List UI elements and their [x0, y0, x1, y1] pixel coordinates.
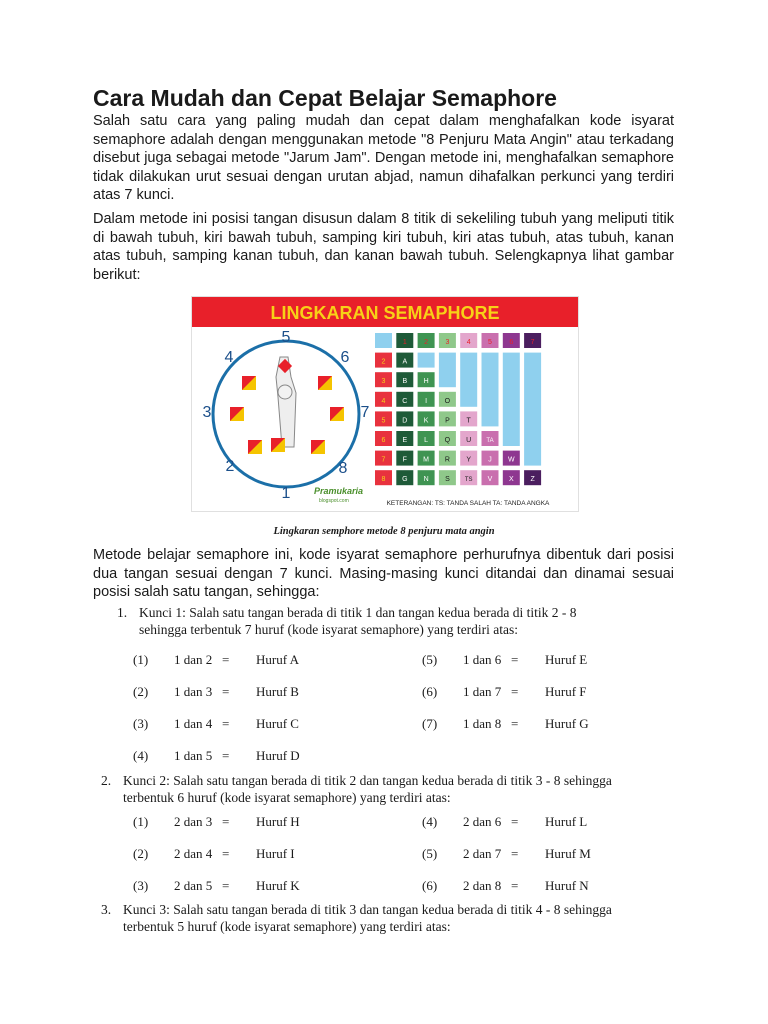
kunci-2-item-eq: =	[511, 846, 519, 861]
kunci-1-item-pair: 1 dan 7	[463, 684, 502, 699]
grid-cell-letter: C	[402, 397, 408, 405]
kunci-1-item-idx: (3)	[133, 716, 149, 731]
grid-cell-letter: Y	[466, 456, 472, 464]
dial-flag-icon	[311, 440, 325, 454]
paragraph-intro: Salah satu cara yang paling mudah dan cepat dalam menghafalkan kode isyarat semaphore adalah dengan menggunakan metode "8 Penjuru Mata Angin" atau terkadang disebut juga sebagai metode "Jarum Jam". Dengan metode ini, menghafalkan semaphore tidak dilakukan urut sesuai dengan urutan abjad, namun dihafalkan perkunci yang terdiri atas 7 kunci.	[93, 113, 674, 203]
kunci-1-item-eq: =	[511, 652, 519, 667]
kunci-1-item-eq: =	[222, 652, 230, 667]
grid-cell-letter: R	[444, 456, 450, 464]
row-header-label: 8	[381, 476, 386, 484]
dial-number-2: 2	[225, 458, 235, 475]
kunci-1-line-2: sehingga terbentuk 7 huruf (kode isyarat semaphore) yang terdiri atas:	[139, 622, 518, 637]
kunci-2-item-pair: 2 dan 5	[174, 878, 213, 893]
kunci-2-line-1: Kunci 2: Salah satu tangan berada di titik 2 dan tangan kedua berada di titik 3 - 8 sehingga	[123, 773, 612, 788]
column-header-label: 7	[530, 339, 535, 346]
dial-flag-icon	[330, 407, 344, 421]
dial-flag-icon	[248, 440, 262, 454]
grid-cell-letter: V	[487, 476, 493, 484]
column-header-label: 6	[509, 339, 514, 346]
grid-cell-letter: S	[445, 476, 450, 484]
kunci-1-item-idx: (4)	[133, 748, 149, 763]
kunci-2-item-idx: (5)	[422, 846, 438, 861]
semaphore-figure	[191, 296, 579, 512]
kunci-3-line-1: Kunci 3: Salah satu tangan berada di titik 3 dan tangan kedua berada di titik 4 - 8 sehingga	[123, 902, 612, 917]
dial-number-8: 8	[338, 460, 348, 477]
kunci-3-number: 3.	[101, 902, 112, 917]
grid-cell-letter: K	[423, 417, 429, 425]
kunci-1-item-eq: =	[222, 748, 230, 763]
kunci-2-item-pair: 2 dan 8	[463, 878, 502, 893]
kunci-3-line-2: terbentuk 5 huruf (kode isyarat semaphore) yang terdiri atas:	[123, 919, 451, 934]
grid-cell-letter: L	[424, 437, 429, 444]
dial-flag-icon	[318, 376, 332, 390]
kunci-1-item-pair: 1 dan 5	[174, 748, 213, 763]
kunci-1-item-letter: Huruf C	[256, 716, 299, 731]
kunci-1-item-letter: Huruf G	[545, 716, 589, 731]
kunci-1-item-idx: (5)	[422, 652, 438, 667]
grid-cell-letter: Z	[530, 476, 535, 484]
paragraph-method: Dalam metode ini posisi tangan disusun dalam 8 titik di sekeliling tubuh yang meliputi titik di bawah tubuh, kiri bawah tubuh, samping kiri tubuh, kiri atas tubuh, atas tubuh, kanan atas tubuh, samping kanan tubuh, dan kanan bawah tubuh. Selengkapnya lihat gambar berikut:	[93, 211, 674, 283]
kunci-1-item-letter: Huruf B	[256, 684, 299, 699]
kunci-2-item-eq: =	[222, 814, 230, 829]
kunci-2-item-pair: 2 dan 6	[463, 814, 502, 829]
kunci-2-item-letter: Huruf H	[256, 814, 300, 829]
kunci-1-number: 1.	[117, 605, 128, 620]
kunci-2-item-idx: (6)	[422, 878, 438, 893]
dial-flag-icon	[230, 407, 244, 421]
kunci-2-item-idx: (3)	[133, 878, 149, 893]
grid-cell-letter: H	[423, 378, 429, 386]
figure-caption: Lingkaran semphore metode 8 penjuru mata angin	[273, 526, 495, 537]
kunci-1-item-letter: Huruf E	[545, 652, 588, 667]
semaphore-figure-svg	[192, 297, 578, 511]
dial-number-1: 1	[281, 485, 291, 502]
kunci-2-item-eq: =	[511, 878, 519, 893]
row-header-label: 4	[381, 397, 386, 405]
grid-cell-letter: A	[402, 358, 408, 366]
row-header-label: 3	[381, 378, 386, 386]
kunci-1-item-pair: 1 dan 2	[174, 652, 213, 667]
grid-cell-letter: D	[402, 417, 408, 425]
dial-number-5: 5	[281, 329, 291, 346]
grid-cell-letter: G	[402, 476, 408, 484]
grid-cell-letter: N	[423, 476, 429, 484]
grid-cell-letter: O	[444, 397, 451, 405]
kunci-1-item-letter: Huruf F	[545, 684, 587, 699]
grid-cell-letter: I	[425, 397, 428, 405]
grid-corner-cell	[375, 333, 392, 348]
row-header-label: 6	[381, 437, 386, 444]
grid-bar	[418, 353, 435, 368]
kunci-2-item-eq: =	[222, 846, 230, 861]
kunci-3	[101, 901, 681, 937]
kunci-1-item-pair: 1 dan 4	[174, 716, 213, 731]
grid-cell-letter: U	[466, 437, 472, 444]
kunci-1-item-eq: =	[511, 684, 519, 699]
row-header-label: 5	[381, 417, 386, 425]
column-header-label: 4	[466, 339, 471, 346]
grid-cell-letter: J	[488, 456, 492, 464]
dial-number-4: 4	[224, 349, 234, 366]
kunci-1-item-idx: (2)	[133, 684, 149, 699]
kunci-2-item-letter: Huruf M	[545, 846, 591, 861]
watermark-sub: blogspot.com	[319, 498, 349, 504]
grid-bar	[439, 353, 456, 388]
kunci-2-item-eq: =	[511, 814, 519, 829]
grid-cell-letter: W	[507, 456, 515, 464]
grid-cell-letter: T	[466, 417, 471, 425]
kunci-1	[117, 604, 677, 640]
column-header-label: 2	[424, 339, 429, 346]
column-header-label: 3	[445, 339, 450, 346]
kunci-2	[101, 772, 681, 808]
row-header-label: 7	[381, 456, 386, 464]
kunci-2-item-pair: 2 dan 4	[174, 846, 213, 861]
kunci-2-item-letter: Huruf N	[545, 878, 589, 893]
kunci-1-item-pair: 1 dan 6	[463, 652, 502, 667]
figure-header-title: LINGKARAN SEMAPHORE	[270, 303, 500, 323]
kunci-1-item-idx: (6)	[422, 684, 438, 699]
kunci-1-item-eq: =	[222, 684, 230, 699]
kunci-2-number: 2.	[101, 773, 112, 788]
dial-number-7: 7	[360, 404, 370, 421]
kunci-2-item-idx: (4)	[422, 814, 438, 829]
kunci-2-item-pair: 2 dan 7	[463, 846, 502, 861]
grid-bar	[503, 353, 520, 446]
kunci-2-item-pair: 2 dan 3	[174, 814, 213, 829]
kunci-1-item-idx: (1)	[133, 652, 149, 667]
semaphore-grid	[375, 333, 541, 485]
watermark-logo: Pramukaria	[314, 486, 364, 496]
column-header-label: 5	[488, 339, 492, 346]
kunci-2-item-letter: Huruf K	[256, 878, 300, 893]
grid-cell-letter: P	[445, 417, 450, 425]
kunci-2-line-2: terbentuk 6 huruf (kode isyarat semaphore) yang terdiri atas:	[123, 790, 451, 805]
page-title: Cara Mudah dan Cepat Belajar Semaphore	[93, 85, 557, 111]
grid-cell-letter: F	[402, 456, 407, 464]
grid-cell-letter: B	[402, 378, 408, 386]
grid-cell-letter: TS	[464, 477, 473, 484]
column-header-label: 1	[402, 339, 407, 346]
dial-flag-icon	[242, 376, 256, 390]
kunci-1-item-eq: =	[222, 716, 230, 731]
kunci-1-item-idx: (7)	[422, 716, 438, 731]
grid-cell-letter: Q	[444, 437, 451, 444]
figure-legend: KETERANGAN: TS: TANDA SALAH TA: TANDA ANGKA	[386, 500, 550, 507]
grid-bar	[524, 353, 541, 466]
paragraph-kunci-intro: Metode belajar semaphore ini, kode isyarat semaphore perhurufnya dibentuk dari posisi dua tangan sesuai dengan 7 kunci. Masing-masing kunci ditandai dan dinamai sesuai posisi salah satu tangan, sehingga:	[93, 547, 674, 600]
kunci-1-item-letter: Huruf D	[256, 748, 300, 763]
grid-bar	[460, 353, 477, 407]
kunci-1-line-1: Kunci 1: Salah satu tangan berada di titik 1 dan tangan kedua berada di titik 2 - 8	[139, 605, 577, 620]
kunci-2-item-idx: (1)	[133, 814, 149, 829]
grid-cell-letter: M	[423, 456, 430, 464]
kunci-2-item-letter: Huruf L	[545, 814, 588, 829]
row-header-label: 2	[381, 358, 386, 366]
kunci-2-item-eq: =	[222, 878, 230, 893]
grid-bar	[482, 353, 499, 427]
kunci-1-item-eq: =	[511, 716, 519, 731]
grid-cell-letter: X	[508, 476, 514, 484]
kunci-2-item-letter: Huruf I	[256, 846, 295, 861]
grid-cell-letter: E	[402, 437, 408, 444]
dial-number-3: 3	[202, 404, 212, 421]
kunci-1-item-pair: 1 dan 8	[463, 716, 502, 731]
kunci-1-item-letter: Huruf A	[256, 652, 299, 667]
grid-cell-letter: TA	[486, 438, 494, 444]
kunci-2-item-idx: (2)	[133, 846, 149, 861]
dial-number-6: 6	[340, 349, 350, 366]
kunci-1-item-pair: 1 dan 3	[174, 684, 213, 699]
